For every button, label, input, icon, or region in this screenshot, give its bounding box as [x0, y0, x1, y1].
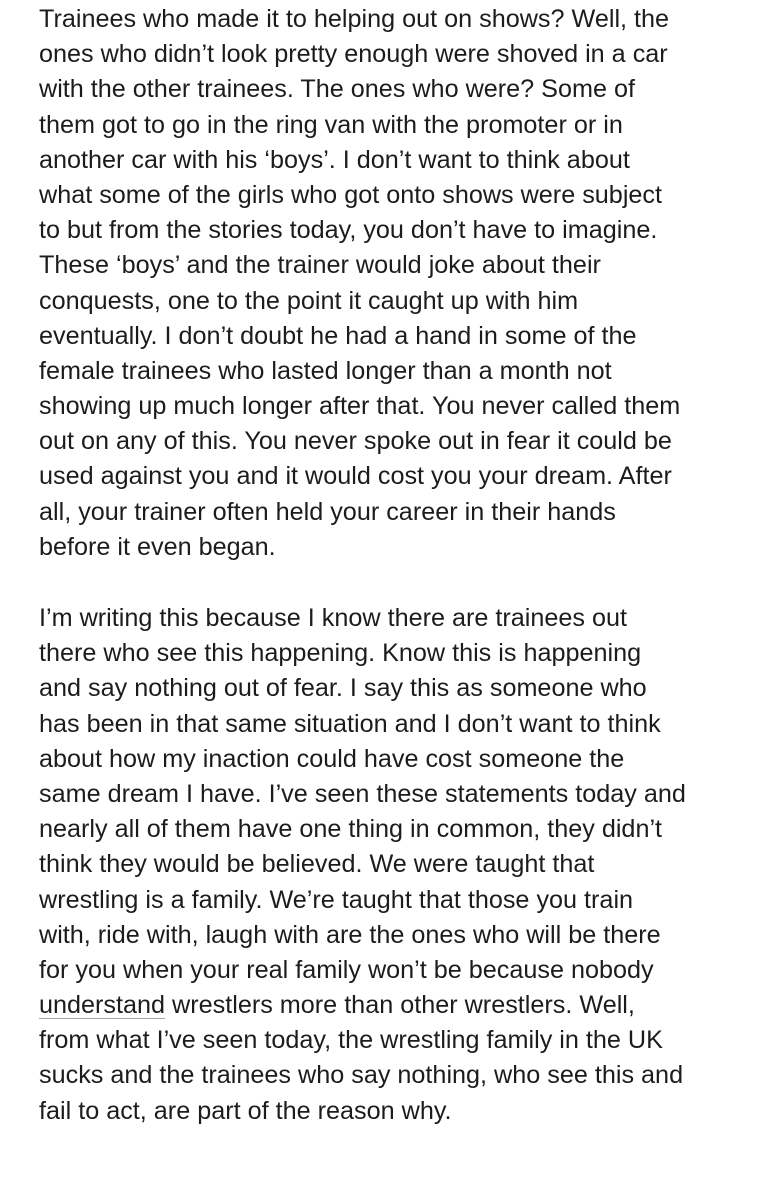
text-line: fail to act, are part of the reason why. — [39, 1096, 452, 1125]
text-line: and say nothing out of fear. I say this as someone who — [39, 674, 647, 703]
text-line: Trainees who made it to helping out on shows? Well, the — [39, 5, 670, 33]
text-line: another car with his ‘boys’. I don’t want to think about — [39, 145, 630, 174]
text-line: with, ride with, laugh with are the ones who will be there — [39, 920, 661, 949]
text-line: there who see this happening. Know this is happening — [39, 639, 642, 668]
text-line: before it even began. — [39, 532, 276, 561]
text-line: ones who didn’t look pretty enough were shoved in a car — [39, 40, 668, 69]
text-line-rest: wrestlers more than other wrestlers. Well, — [165, 991, 635, 1020]
text-line: has been in that same situation and I don’t want to think — [39, 709, 661, 738]
document-body — [39, 2, 759, 1129]
text-line: sucks and the trainees who say nothing, who see this and — [39, 1061, 684, 1090]
text-line: nearly all of them have one thing in common, they didn’t — [39, 815, 663, 844]
text-line: about how my inaction could have cost someone the — [39, 744, 625, 773]
text-line: eventually. I don’t doubt he had a hand in some of the — [39, 321, 637, 350]
text-line: them got to go in the ring van with the promoter or in — [39, 110, 623, 139]
text-line: think they would be believed. We were taught that — [39, 850, 595, 879]
text-line: I’m writing this because I know there are trainees out — [39, 604, 627, 632]
text-line: showing up much longer after that. You never called them — [39, 392, 681, 421]
underlined-word: understand — [39, 991, 166, 1020]
text-line: wrestling is a family. We’re taught that those you train — [39, 885, 634, 914]
text-line: used against you and it would cost you your dream. After — [39, 462, 672, 491]
text-line: out on any of this. You never spoke out in fear it could be — [39, 427, 672, 456]
text-line-with-underline — [39, 988, 759, 1023]
text-line: what some of the girls who got onto shows were subject — [39, 180, 663, 209]
paragraph-2 — [39, 601, 759, 1129]
paragraph-1 — [39, 2, 759, 565]
text-line: for you when your real family won’t be because nobody — [39, 955, 654, 984]
text-line: all, your trainer often held your career in their hands — [39, 497, 616, 526]
text-line: female trainees who lasted longer than a month not — [39, 356, 612, 385]
text-line: to but from the stories today, you don’t have to imagine. — [39, 216, 658, 245]
text-line: same dream I have. I’ve seen these statements today and — [39, 779, 686, 808]
paragraph-gap — [39, 565, 759, 601]
text-line: These ‘boys’ and the trainer would joke about their — [39, 251, 601, 280]
text-line: with the other trainees. The ones who were? Some of — [39, 75, 635, 104]
text-line: from what I’ve seen today, the wrestling family in the UK — [39, 1026, 663, 1055]
text-line: conquests, one to the point it caught up with him — [39, 286, 579, 315]
